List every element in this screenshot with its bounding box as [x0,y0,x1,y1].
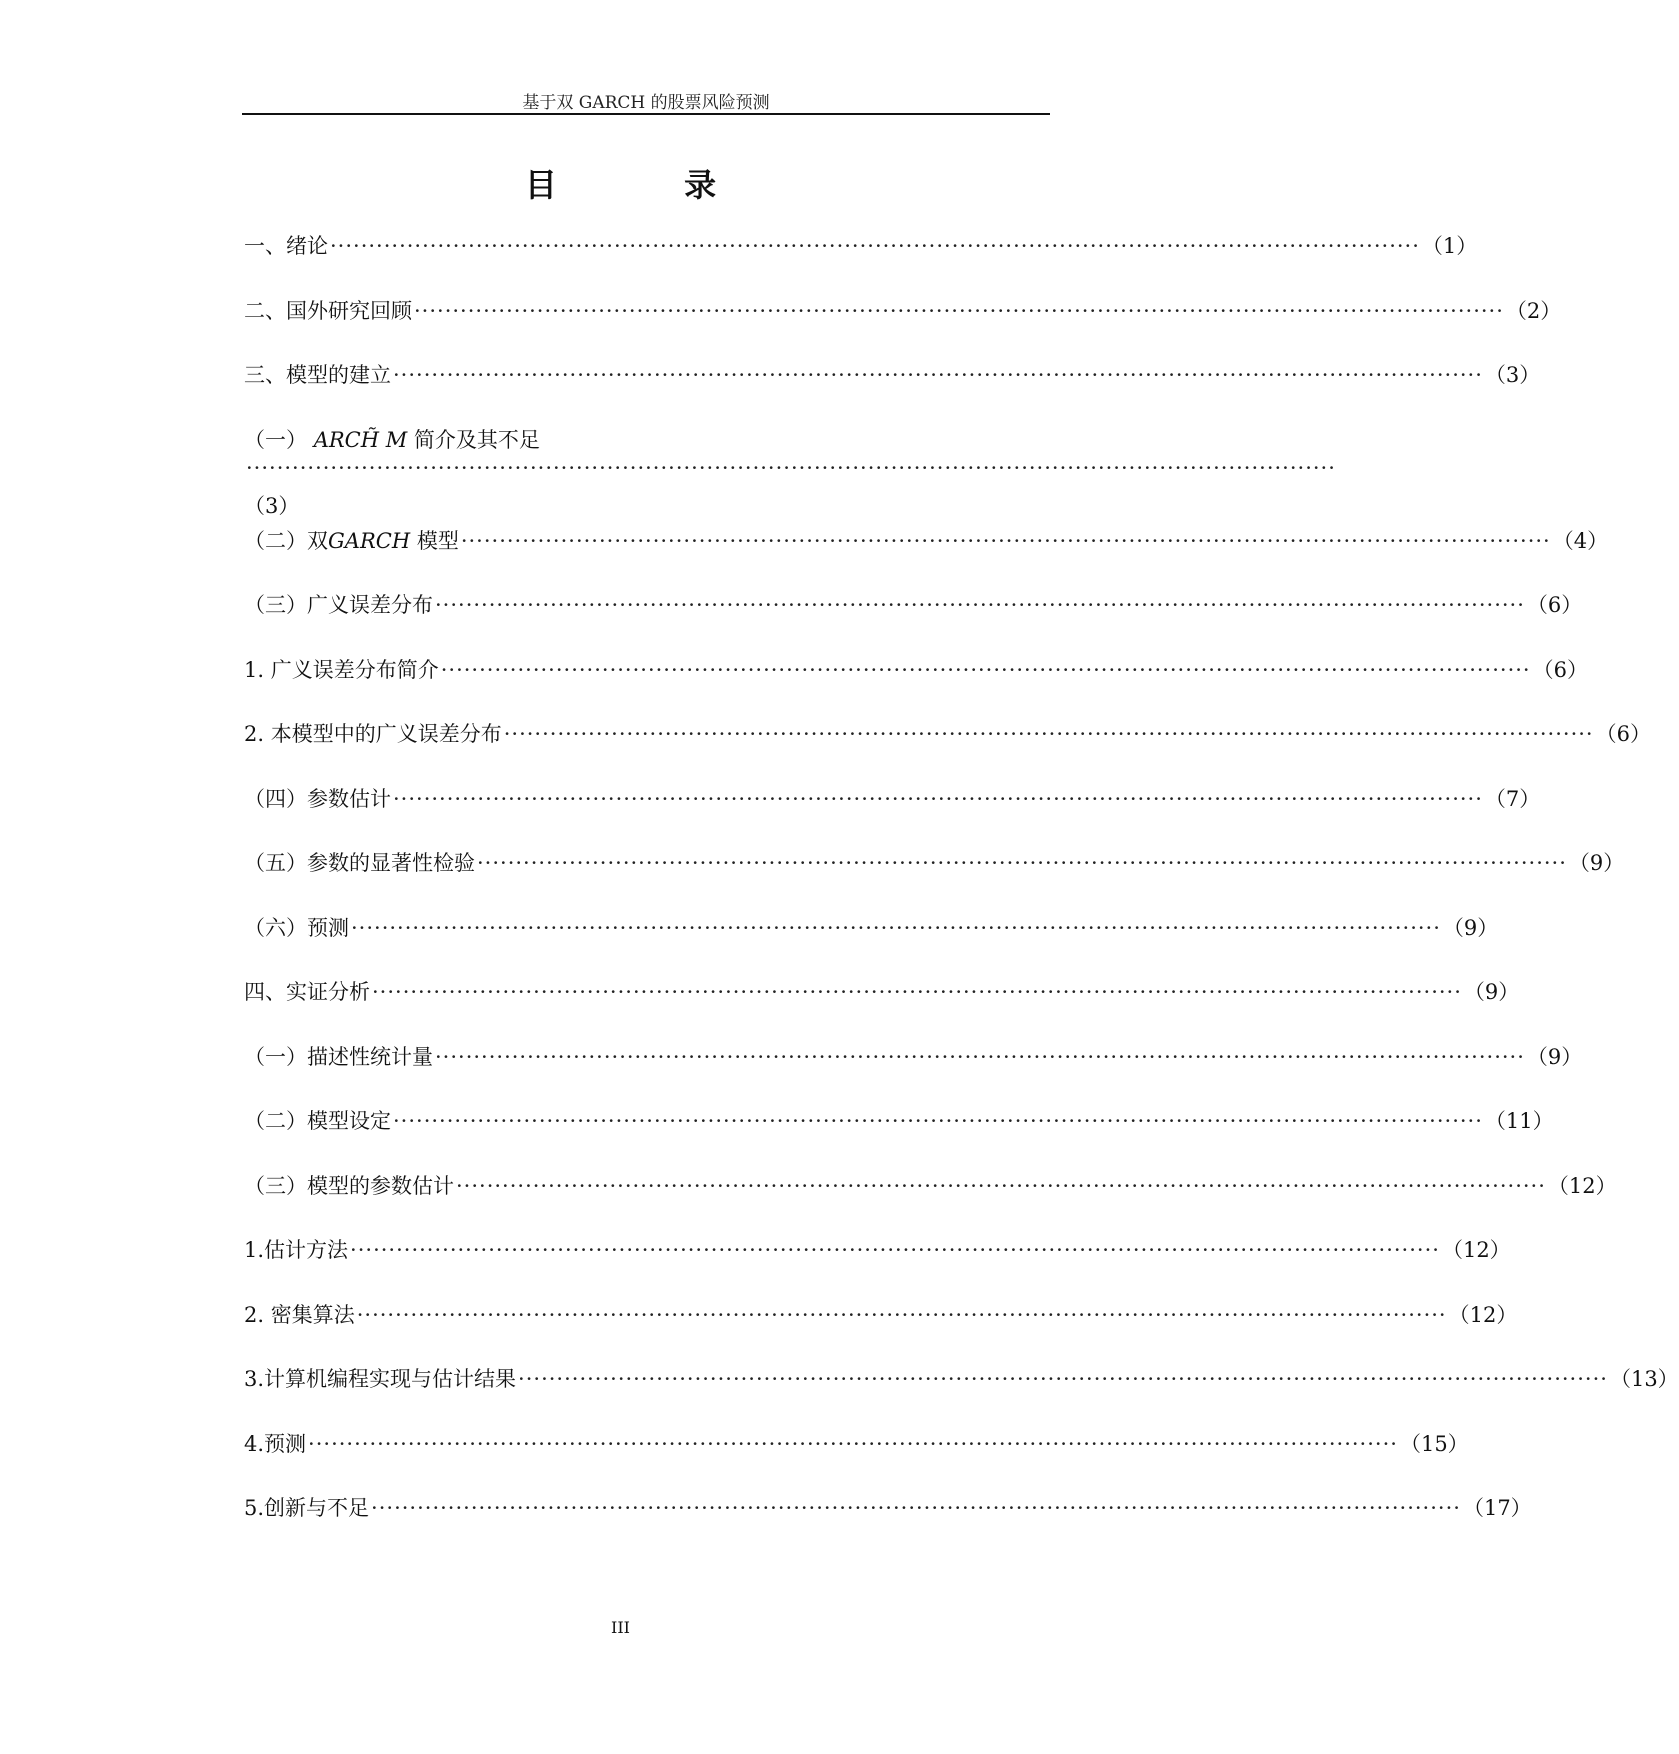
toc-entry-label: 5.创新与不足 [244,1496,370,1520]
toc-entry-label-math: ARCH̃ M [313,427,408,452]
toc-entry-label: （五）参数的显著性检验 [244,851,475,875]
toc-entry-page: （17） [1462,1496,1532,1520]
toc-entry-page: （4） [1552,528,1609,553]
toc-entry-label-math: GARCH [328,528,411,553]
toc-entry-page: （3） [1484,363,1541,387]
dot-leader: ·············································································································································· [503,722,1594,746]
toc-entry[interactable] [244,591,1583,656]
dot-leader: ·············································································································································· [330,234,1420,258]
dot-leader: ·············································································································································· [393,363,1483,387]
dot-leader: ·············································································································································· [435,593,1525,617]
toc-entry[interactable] [244,361,1541,426]
toc-entry-page: （9） [1526,1044,1583,1069]
toc-entry-page: （3） [244,493,300,518]
toc-entry-label: 二、国外研究回顾 [244,298,412,323]
toc-entry-label: 3.计算机编程实现与估计结果 [244,1367,517,1391]
toc-entry-page: （11） [1484,1109,1554,1133]
toc-entry-page: （9） [1568,851,1625,875]
toc-entry-label: 四、实证分析 [244,980,370,1004]
toc-entry-label: （三）广义误差分布 [244,593,433,617]
toc-list [244,232,1679,1559]
dot-leader: ·············································································································································· [460,528,1551,553]
toc-entry-label: 1.估计方法 [244,1238,349,1262]
toc-entry-label: （二）模型设定 [244,1109,391,1133]
toc-entry-label: （一）描述性统计量 [244,1044,433,1069]
toc-entry[interactable] [244,1043,1583,1108]
dot-leader: ·············································································································································· [308,1431,1398,1456]
toc-entry-label [244,426,540,454]
dot-leader: ·············································································································································· [356,1302,1447,1327]
dot-leader: ·············································································································································· [477,851,1567,875]
dot-leader: ·············································································································································· [246,455,1336,480]
toc-entry-label: （六）预测 [244,915,349,940]
toc-entry-label-prefix: （一） [244,427,314,452]
toc-entry[interactable] [244,1430,1469,1495]
toc-entry[interactable] [244,849,1625,914]
dot-leader: ·············································································································································· [351,915,1441,940]
running-header: 基于双 GARCH 的股票风险预测 [522,93,770,113]
page-number: III [611,1618,630,1637]
dot-leader: ·············································································································································· [456,1173,1546,1198]
toc-entry-page: （9） [1442,915,1499,940]
toc-entry-page: （6） [1526,593,1583,617]
toc-entry[interactable] [244,1365,1679,1430]
toc-entry-page: （2） [1505,298,1562,323]
toc-entry-label: 2. 密集算法 [244,1302,355,1327]
toc-entry-page: （1） [1421,234,1478,258]
toc-entry[interactable] [244,232,1478,297]
header-rule [242,113,1050,115]
toc-entry[interactable] [244,656,1588,721]
toc-entry-label: 4.预测 [244,1431,307,1456]
toc-entry-label: 1. 广义误差分布简介 [244,657,439,682]
dot-leader: ·············································································································································· [435,1044,1525,1069]
toc-entry[interactable] [244,1494,1532,1559]
toc-entry-label-suffix: 模型 [410,528,459,553]
toc-entry[interactable] [244,297,1562,362]
toc-entry-page: （6） [1532,657,1588,682]
toc-entry-label: 一、绪论 [244,234,328,258]
toc-entry-page: （12） [1547,1173,1617,1198]
toc-entry[interactable] [244,785,1541,850]
toc-entry-page: （6） [1595,722,1651,746]
toc-entry-label: 2. 本模型中的广义误差分布 [244,722,502,746]
toc-entry-page: （15） [1399,1431,1469,1456]
toc-entry[interactable] [244,426,1336,527]
toc-entry[interactable] [244,720,1651,785]
toc-entry[interactable] [244,978,1520,1043]
toc-entry-label: 三、模型的建立 [244,363,391,387]
toc-entry[interactable] [244,1172,1617,1237]
toc-entry-label: （四）参数估计 [244,786,391,811]
dot-leader: ·············································································································································· [393,786,1483,811]
toc-entry-page: （13） [1609,1367,1679,1391]
dot-leader: ·············································································································································· [372,980,1462,1004]
toc-entry[interactable] [244,914,1499,979]
toc-entry-page: （12） [1441,1238,1511,1262]
toc-entry-page: （9） [1463,980,1520,1004]
dot-leader: ·············································································································································· [414,298,1504,323]
dot-leader: ·············································································································································· [350,1238,1440,1262]
toc-entry-page: （7） [1484,786,1541,811]
dot-leader: ·············································································································································· [440,657,1531,682]
toc-entry-label-prefix: （二）双 [244,528,328,553]
toc-entry-label-suffix: 简介及其不足 [407,427,540,452]
toc-entry[interactable] [244,1301,1518,1366]
dot-leader: ·············································································································································· [371,1496,1461,1520]
toc-title: 目 录 [524,166,775,204]
dot-leader: ·············································································································································· [518,1367,1608,1391]
toc-entry-label: （三）模型的参数估计 [244,1173,454,1198]
toc-entry-page: （12） [1448,1302,1518,1327]
toc-entry[interactable] [244,527,1609,592]
dot-leader: ·············································································································································· [393,1109,1483,1133]
toc-entry-label [244,527,459,555]
toc-entry[interactable] [244,1236,1511,1301]
toc-entry[interactable] [244,1107,1554,1172]
